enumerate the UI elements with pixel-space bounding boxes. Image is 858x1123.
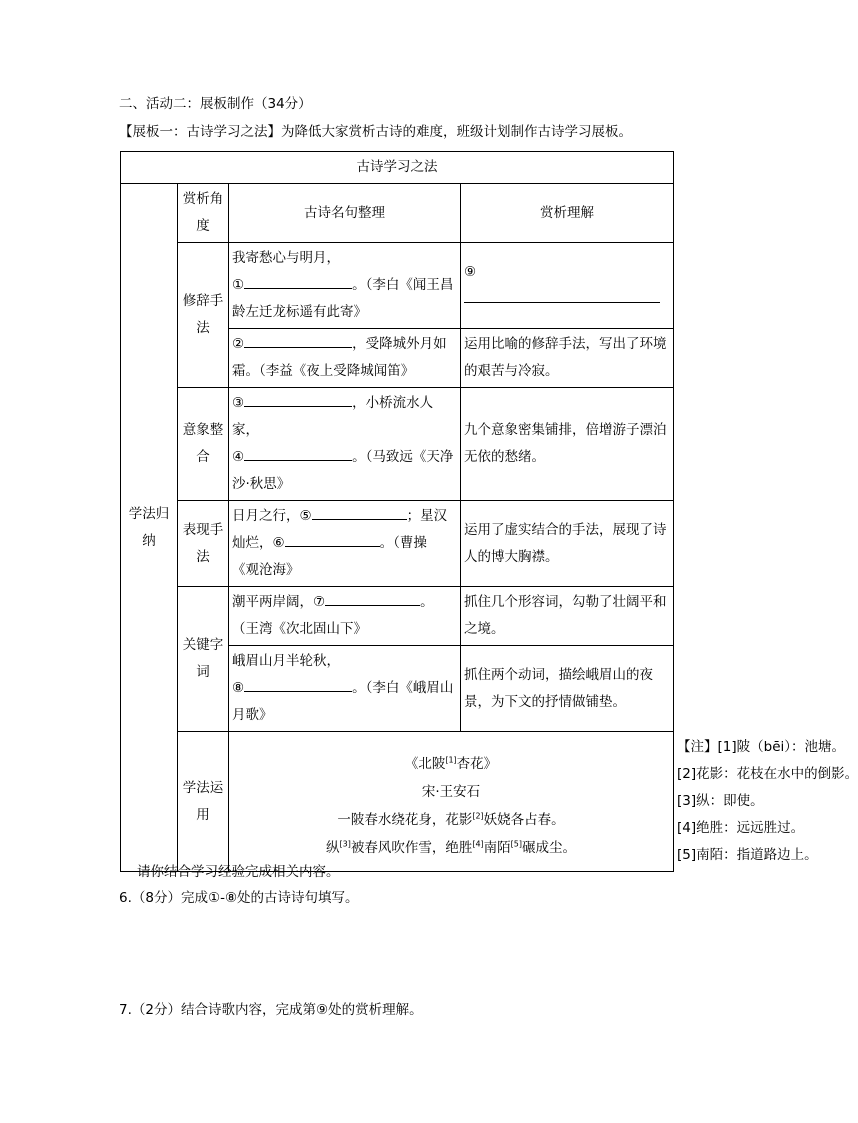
poem-title: 《北陂[1]杏花》 <box>404 755 498 772</box>
analysis-cell: 运用比喻的修辞手法，写出了环境的艰苦与冷寂。 <box>461 329 674 388</box>
analysis-cell: 抓住几个形容词，勾勒了壮阔平和之境。 <box>461 587 674 646</box>
lines-cell <box>229 501 461 587</box>
blank-2[interactable] <box>244 333 352 348</box>
marker: ④ <box>232 449 245 465</box>
poem-line-2: 纵[3]被春风吹作雪，绝胜[4]南陌[5]碾成尘。 <box>325 839 577 856</box>
angle-technique: 表现手法 <box>178 501 229 587</box>
marker: ① <box>232 277 245 293</box>
section-title: 二、活动二：展板制作（34分） <box>119 96 312 112</box>
source: 月歌》 <box>232 707 273 723</box>
lines-cell <box>229 243 461 329</box>
marker: ③ <box>232 395 245 411</box>
lines-cell <box>229 646 461 732</box>
poem-cell <box>229 732 674 872</box>
lines-cell <box>229 587 461 646</box>
analysis-cell: 抓住两个动词，描绘峨眉山的夜景，为下文的抒情做铺垫。 <box>461 646 674 732</box>
line-text: 龄左迁龙标遥有此寄》 <box>232 304 367 320</box>
line-text: ，小桥流水人家， <box>232 395 434 438</box>
header-lines: 古诗名句整理 <box>229 184 461 243</box>
marker: ⑨ <box>464 263 477 280</box>
line-text: 潮平两岸阔，⑦ <box>232 594 326 610</box>
prompt-text: 请你结合学习经验完成相关内容。 <box>137 864 340 880</box>
group-label-application: 学法运用 <box>178 732 229 872</box>
study-method-table: 古诗学习之法 学法归纳 赏析角度 古诗名句整理 赏析理解 修辞手法 我寄愁心与明月， ① 。（李白《闻王昌 龄左迁龙标遥有此寄》 ⑨ ② ，受降城外月如 霜。（李益《夜上受降城闻笛》 运用比喻的修辞手法，写出了环境的艰苦与冷寂。 意象整合 ③ ，小桥流水人家， ④ 。（马致远《天净 沙·秋思》 九个意象密集铺排，倍增游子漂泊无依的愁绪。 表现手法 日月之行，⑤ ；星汉 灿烂，⑥ 。（曹操 《观沧海》 运用了虚实结合的手法，展现了诗人的博大胸襟。 关键字词 潮平两岸阔，⑦ 。 （王湾《次北固山下》 抓住几个形容词，勾勒了壮阔平和之境。 峨眉山月半轮秋， ⑧ 。（李白《峨眉山 月歌》 抓住两个动词，描绘峨眉山的夜景，为下文的抒情做铺垫。 学法运用 《北陂[1]杏花》 宋·王安石 一陂春水绕花身，花影[2]妖娆各占春。 纵[3]被春风吹作雪，绝胜[4]南陌[5]碾成尘。 【注】[1]陂（bēi）：池塘。 [2]花影：花枝在水中的倒影。 [3]纵：即使。 [4]绝胜：远远胜过。 [5]南陌：指道路边上。 <box>120 151 674 872</box>
source: （王湾《次北固山下》 <box>232 621 367 637</box>
header-analysis: 赏析理解 <box>461 184 674 243</box>
source: 。（马致远《天净 <box>352 449 454 465</box>
line-text: 我寄愁心与明月， <box>232 250 340 266</box>
lines-cell <box>229 388 461 501</box>
angle-imagery: 意象整合 <box>178 388 229 501</box>
poem-line-1: 一陂春水绕花身，花影[2]妖娆各占春。 <box>337 811 565 828</box>
blank-3[interactable] <box>244 392 352 407</box>
blank-8[interactable] <box>244 677 352 692</box>
lines-cell <box>229 329 461 388</box>
poem-author: 宋·王安石 <box>421 783 481 800</box>
angle-rhetoric: 修辞手法 <box>178 243 229 388</box>
intro-text: 【展板一：古诗学习之法】为降低大家赏析古诗的难度，班级计划制作古诗学习展板。 <box>119 124 632 140</box>
question-6: 6.（8分）完成①-⑧处的古诗诗句填写。 <box>119 890 359 906</box>
question-7: 7.（2分）结合诗歌内容，完成第⑨处的赏析理解。 <box>119 1002 423 1018</box>
blank-6[interactable] <box>285 532 380 547</box>
source: 沙·秋思》 <box>232 476 291 492</box>
line-text: 峨眉山月半轮秋， <box>232 653 340 669</box>
blank-7[interactable] <box>325 591 420 606</box>
source: 。（曹操 <box>379 535 427 551</box>
marker: ② <box>232 336 245 352</box>
blank-4[interactable] <box>244 446 352 461</box>
blank-5[interactable] <box>312 505 407 520</box>
group-label-induction: 学法归纳 <box>121 184 178 872</box>
line-text: 日月之行，⑤ <box>232 508 312 524</box>
poem-block <box>232 742 670 862</box>
source: 《观沧海》 <box>232 562 300 578</box>
analysis-cell: 九个意象密集铺排，倍增游子漂泊无依的愁绪。 <box>461 388 674 501</box>
source: 。（李白《闻王昌 <box>352 277 454 293</box>
blank-9[interactable] <box>464 288 660 303</box>
line-text: ，受降城外月如 <box>352 336 447 352</box>
blank-1[interactable] <box>244 274 352 289</box>
table-title: 古诗学习之法 <box>121 152 674 184</box>
line-text: ；星汉 <box>406 508 448 524</box>
marker: ⑧ <box>232 680 245 696</box>
source: 霜。（李益《夜上受降城闻笛》 <box>232 363 415 379</box>
angle-keywords: 关键字词 <box>178 587 229 732</box>
source: 。（李白《峨眉山 <box>352 680 454 696</box>
line-text: 灿烂，⑥ <box>232 535 285 551</box>
analysis-cell: 运用了虚实结合的手法，展现了诗人的博大胸襟。 <box>461 501 674 587</box>
line-text: 。 <box>420 594 434 610</box>
header-angle: 赏析角度 <box>178 184 229 243</box>
analysis-cell <box>461 243 674 329</box>
